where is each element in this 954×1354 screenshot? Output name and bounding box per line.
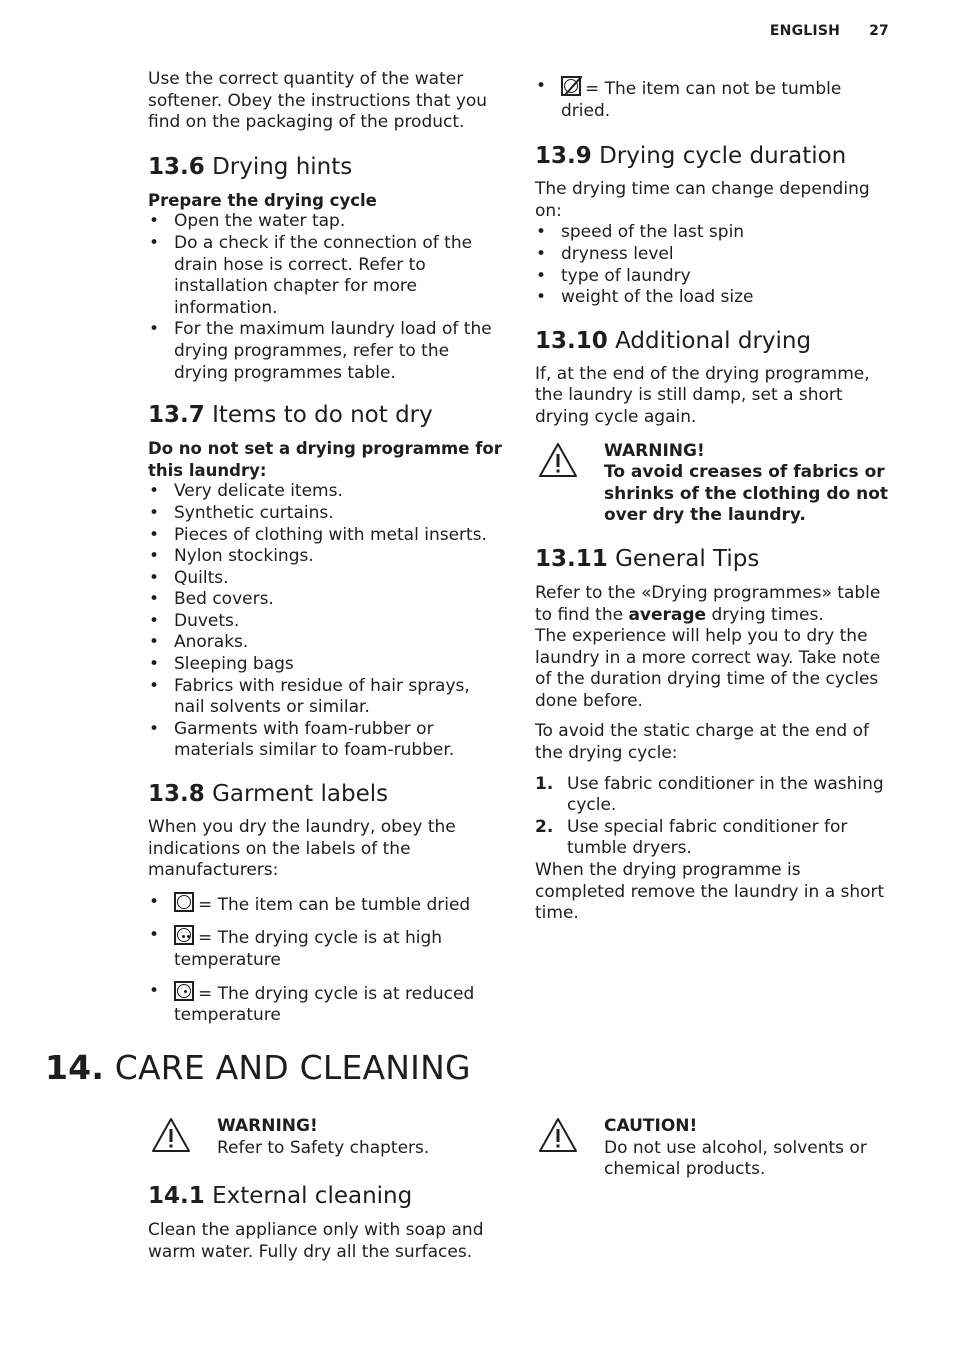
list-item: • speed of the last spin xyxy=(535,222,890,244)
section-13-6-heading: 13.6 Drying hints xyxy=(148,153,353,180)
page-number: 27 xyxy=(869,23,889,39)
page-header xyxy=(770,23,889,39)
list-item: • = The item can be tumble dried xyxy=(148,892,504,917)
list-item: • Nylon stockings. xyxy=(148,546,504,568)
left-column xyxy=(148,69,504,1036)
section-14-1-heading: 14.1 External cleaning xyxy=(148,1183,413,1209)
safety-warning xyxy=(148,1116,547,1159)
no-tumble-list xyxy=(535,76,890,122)
tumble-dry-high-icon xyxy=(174,925,194,945)
chapter-14-heading: 14. CARE AND CLEANING xyxy=(45,1048,471,1087)
list-item: • Do a check if the connection of the drain hose is correct. Refer to installation chapter for more information. xyxy=(148,233,504,319)
list-item: • Quilts. xyxy=(148,568,504,590)
warning-title: WARNING! xyxy=(217,1116,318,1136)
over-dry-warning xyxy=(535,441,890,527)
garment-labels-intro: When you dry the laundry, obey the indications on the labels of the manufacturers: xyxy=(148,817,456,881)
general-tips-paragraph-2: The experience will help you to dry the laundry in a more correct way. Take note of the duration drying time of the cycles done before. xyxy=(535,626,881,711)
general-tips-paragraph-1: Refer to the «Drying programmes» table to find the average drying times. xyxy=(535,582,881,625)
tumble-dry-low-icon xyxy=(174,981,194,1001)
list-item: • Pieces of clothing with metal inserts. xyxy=(148,525,504,547)
list-item: • weight of the load size xyxy=(535,287,890,309)
warning-title: WARNING! xyxy=(604,440,705,461)
garment-symbols-list xyxy=(148,892,504,1027)
caution-title: CAUTION! xyxy=(604,1116,698,1136)
right-column xyxy=(535,76,890,925)
list-item: • Garments with foam-rubber or materials similar to foam-rubber. xyxy=(148,719,504,762)
drying-hints-list xyxy=(148,211,504,384)
warning-text: Refer to Safety chapters. xyxy=(217,1137,430,1158)
list-item: • dryness level xyxy=(535,244,890,266)
list-item: • For the maximum laundry load of the drying programmes, refer to the drying programmes table. xyxy=(148,319,504,384)
list-item: 2. Use special fabric conditioner for tumble dryers. xyxy=(535,816,848,859)
external-cleaning-text: Clean the appliance only with soap and warm water. Fully dry all the surfaces. xyxy=(148,1220,484,1262)
tumble-dry-icon xyxy=(174,892,194,912)
general-tips-paragraph-3: To avoid the static charge at the end of the drying cycle: xyxy=(535,721,869,764)
list-item: • = The item can not be tumble dried. xyxy=(535,76,890,122)
list-item: • type of laundry xyxy=(535,266,890,288)
list-item: • Synthetic curtains. xyxy=(148,503,504,525)
section-13-7-heading: 13.7 Items to do not dry xyxy=(148,402,433,429)
list-item: • Duvets. xyxy=(148,611,504,633)
duration-factors-list xyxy=(535,222,890,308)
section-13-9-heading: 13.9 Drying cycle duration xyxy=(535,143,847,170)
language-label: ENGLISH xyxy=(769,23,841,39)
list-item: • Sleeping bags xyxy=(148,654,504,676)
list-item: 1. Use fabric conditioner in the washing cycle. xyxy=(535,773,884,816)
do-not-tumble-dry-icon xyxy=(561,76,581,96)
softener-paragraph: Use the correct quantity of the water softener. Obey the instructions that you find on the packaging of the product. xyxy=(148,69,488,133)
items-not-to-dry-list xyxy=(148,481,504,762)
duration-intro: The drying time can change depending on: xyxy=(535,179,870,221)
chemical-caution xyxy=(535,1116,924,1181)
additional-drying-text: If, at the end of the drying programme, the laundry is still damp, set a short drying cycle again. xyxy=(535,363,870,427)
list-item: • Open the water tap. xyxy=(148,211,504,233)
warning-text: To avoid creases of fabrics or shrinks of the clothing do not over dry the laundry. xyxy=(604,462,889,526)
section-13-8-heading: 13.8 Garment labels xyxy=(148,781,389,808)
list-item: • Very delicate items. xyxy=(148,481,504,503)
prepare-drying-subheading: Prepare the drying cycle xyxy=(148,190,377,210)
list-item: • = The drying cycle is at reduced temperature xyxy=(148,981,504,1027)
caution-text: Do not use alcohol, solvents or chemical products. xyxy=(604,1137,867,1180)
static-charge-steps xyxy=(535,774,890,860)
warning-icon xyxy=(538,1117,578,1153)
list-item: • Bed covers. xyxy=(148,589,504,611)
general-tips-paragraph-4: When the drying programme is completed remove the laundry in a short time. xyxy=(535,860,885,924)
list-item: • Fabrics with residue of hair sprays, nail solvents or similar. xyxy=(148,676,504,719)
do-not-dry-subheading: Do no not set a drying programme for this laundry: xyxy=(148,439,502,480)
warning-icon xyxy=(151,1117,191,1153)
list-item: • Anoraks. xyxy=(148,632,504,654)
section-13-11-heading: 13.11 General Tips xyxy=(535,545,760,572)
section-14-1 xyxy=(148,1182,504,1263)
section-13-10-heading: 13.10 Additional drying xyxy=(535,327,812,354)
list-item: • = The drying cycle is at high temperature xyxy=(148,925,504,971)
warning-icon xyxy=(538,442,578,478)
